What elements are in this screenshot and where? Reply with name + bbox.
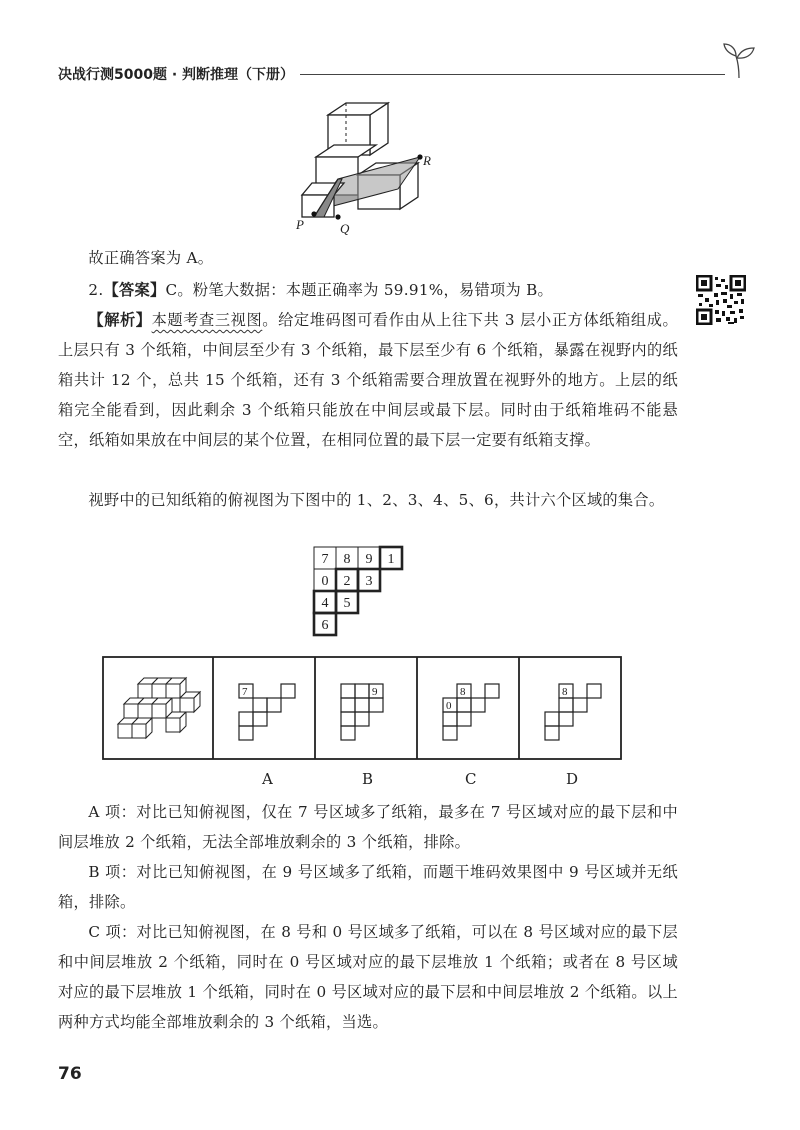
option-label-b: B <box>362 770 374 788</box>
q2-answer-paragraph <box>58 275 678 305</box>
grid-cell-6: 6 <box>321 618 329 633</box>
option-c-grid <box>443 684 499 740</box>
grid-cell-8: 8 <box>343 552 351 567</box>
view-paragraph: 视野中的已知纸箱的俯视图为下图中的 1、2、3、4、5、6，共计六个区域的集合。 <box>88 491 665 509</box>
answer-tag: 【答案】 <box>103 281 166 299</box>
grid-cell-2: 2 <box>343 574 351 589</box>
page-number: 76 <box>58 1064 82 1084</box>
option-b-paragraph: B 项：对比已知俯视图，在 9 号区域多了纸箱，而题干堆码效果图中 9 号区域并无纸箱，排除。 <box>58 863 678 911</box>
answer-text: C。粉笔大数据：本题正确率为 59.91%，易错项为 B。 <box>165 281 554 299</box>
answer-line: 故正确答案为 A。 <box>88 249 214 267</box>
option-b-mark: 9 <box>372 686 378 698</box>
point-label-q: Q <box>340 221 350 235</box>
qr-code-icon <box>696 275 746 325</box>
option-label-a: A <box>262 770 273 788</box>
grid-cell-9: 9 <box>365 552 373 567</box>
stacked-boxes-figure <box>280 95 450 235</box>
option-a-paragraph: A 项：对比已知俯视图，仅在 7 号区域多了纸箱，最多在 7 号区域对应的最下层和中间层堆放 2 个纸箱，无法全部堆放剩余的 3 个纸箱，排除。 <box>58 803 678 851</box>
top-view-grid <box>312 545 412 641</box>
grid-cell-1: 1 <box>387 552 395 567</box>
point-label-r: R <box>423 153 431 168</box>
running-header-title: 决战行测5000题 · 判断推理（下册） <box>58 67 295 83</box>
analysis-paragraph <box>58 305 678 455</box>
point-label-p: P <box>296 217 304 232</box>
option-a-mark: 7 <box>242 686 248 698</box>
option-c-mark-8: 8 <box>460 686 466 698</box>
grid-cell-3: 3 <box>365 574 373 589</box>
grid-cell-5: 5 <box>343 596 351 611</box>
options-figure <box>102 656 622 760</box>
option-c-mark-0: 0 <box>446 700 452 712</box>
q2-number: 2. <box>88 281 104 299</box>
option-label-c: C <box>465 770 477 788</box>
option-c-paragraph: C 项：对比已知俯视图，在 8 号和 0 号区域多了纸箱，可以在 8 号区域对应的最下层和中间层堆放 2 个纸箱，同时在 0 号区域对应的最下层堆放 1 个纸箱；或者在 8 号区域对应的最下层堆放 1 个纸箱，同时在 0 号区域对应的最下层和中间层堆放 2 个纸箱。以上两种方式均能全部堆放剩余的 3 个纸箱，当选。 <box>58 923 678 1031</box>
header-rule <box>300 74 725 75</box>
analysis-topic: 本题考查三视图 <box>151 311 263 329</box>
analysis-tag: 【解析】 <box>88 311 152 329</box>
grid-cell-0: 0 <box>321 574 329 589</box>
cube-stack-drawing <box>118 678 200 738</box>
grid-cell-7: 7 <box>321 552 329 567</box>
option-d-mark: 8 <box>562 686 568 698</box>
sprout-icon <box>722 40 756 80</box>
option-label-d: D <box>566 770 579 788</box>
analysis-text: 。给定堆码图可看作由从上往下共 3 层小正方体纸箱组成。上层只有 3 个纸箱，中间层至少有 3 个纸箱，最下层至少有 6 个纸箱，暴露在视野内的纸箱共计 12 个，总共 15 个纸箱，还有 3 个纸箱需要合理放置在视野外的地方。上层的纸箱完全能看到，因此剩余 3 个纸箱只能放在中间层或最下层。同时由于纸箱堆码不能悬空，纸箱如果放在中间层的某个位置，在相同位置的最下层一定要有纸箱支撑。 <box>58 311 678 449</box>
grid-cell-4: 4 <box>321 596 329 611</box>
option-d-grid <box>545 684 601 740</box>
